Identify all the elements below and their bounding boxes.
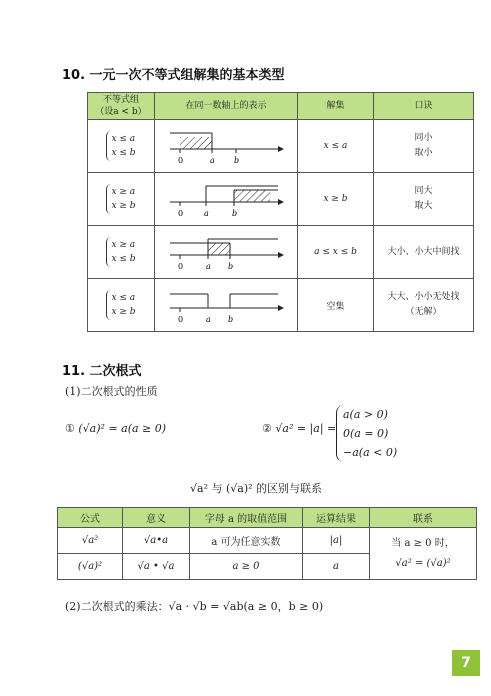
property-1: ① (√a)² = a(a ≥ 0) <box>65 422 167 435</box>
number-line <box>155 173 298 226</box>
col-header-meaning: 意义 <box>123 508 190 528</box>
range-cell: a 可为任意实数 <box>190 528 303 554</box>
svg-text:b: b <box>228 314 234 324</box>
col-header-axis: 在同一数轴上的表示 <box>155 93 298 120</box>
svg-text:b: b <box>228 261 234 271</box>
svg-text:a: a <box>206 314 211 324</box>
relation-cell: 当 a ≥ 0 时， √a² = (√a)² <box>370 528 477 580</box>
col-header-result: 运算结果 <box>303 508 370 528</box>
svg-text:b: b <box>232 208 238 218</box>
range-cell: a ≥ 0 <box>190 554 303 580</box>
sqrt-compare-table <box>57 507 477 580</box>
solution-cell: 空集 <box>298 279 374 332</box>
svg-text:0: 0 <box>178 208 184 218</box>
section-10-title: 10. 一元一次不等式组解集的基本类型 <box>62 68 285 83</box>
number-line <box>155 226 298 279</box>
col-header-rule: 口诀 <box>374 93 474 120</box>
table-row <box>88 226 474 279</box>
rule-cell: 大大、小小无处找 （无解） <box>374 279 474 332</box>
number-line <box>155 120 298 173</box>
table-row <box>88 120 474 173</box>
rule-cell: 大小、小大中间找 <box>374 226 474 279</box>
rule-cell: 同小 取小 <box>374 120 474 173</box>
svg-text:b: b <box>234 155 240 165</box>
svg-text:0: 0 <box>178 314 184 324</box>
number-line <box>155 279 298 332</box>
solution-cell: x ≥ b <box>298 173 374 226</box>
rule-cell: 同大 取大 <box>374 173 474 226</box>
col-header-system: 不等式组 （设a < b） <box>88 93 155 120</box>
section-11-title: 11. 二次根式 <box>62 364 142 379</box>
inequality-system: x ≤ a x ≤ b <box>106 131 135 161</box>
property-2: ② √a² = |a| = <box>262 422 337 435</box>
col-header-solution: 解集 <box>298 93 374 120</box>
solution-cell: x ≤ a <box>298 120 374 173</box>
solution-cell: a ≤ x ≤ b <box>298 226 374 279</box>
property-heading: (1)二次根式的性质 <box>65 385 158 398</box>
formula-cell: √a² <box>58 528 123 554</box>
multiplication-rule: (2)二次根式的乘法：√a · √b = √ab(a ≥ 0，b ≥ 0) <box>65 600 324 613</box>
inequality-system: x ≥ a x ≥ b <box>106 184 135 214</box>
inequality-system: x ≤ a x ≥ b <box>106 290 135 320</box>
svg-text:a: a <box>210 155 215 165</box>
svg-text:0: 0 <box>178 261 184 271</box>
formula-cell: (√a)² <box>58 554 123 580</box>
table-row <box>58 528 477 554</box>
table-row <box>88 173 474 226</box>
svg-text:0: 0 <box>178 155 184 165</box>
result-cell: a <box>303 554 370 580</box>
cases-brace: a(a > 0) 0(a = 0) −a(a < 0) <box>336 405 397 462</box>
page-number-badge: 7 <box>452 650 480 676</box>
result-cell: |a| <box>303 528 370 554</box>
col-header-relation: 联系 <box>370 508 477 528</box>
col-header-range: 字母 a 的取值范围 <box>190 508 303 528</box>
col-header-formula: 公式 <box>58 508 123 528</box>
meaning-cell: √a•a <box>123 528 190 554</box>
svg-text:a: a <box>204 208 209 218</box>
meaning-cell: √a • √a <box>123 554 190 580</box>
inequality-table <box>87 92 474 332</box>
compare-title: √a² 与 (√a)² 的区别与联系 <box>190 482 323 495</box>
svg-text:a: a <box>206 261 211 271</box>
table-row <box>88 279 474 332</box>
inequality-system: x ≥ a x ≤ b <box>106 237 135 267</box>
